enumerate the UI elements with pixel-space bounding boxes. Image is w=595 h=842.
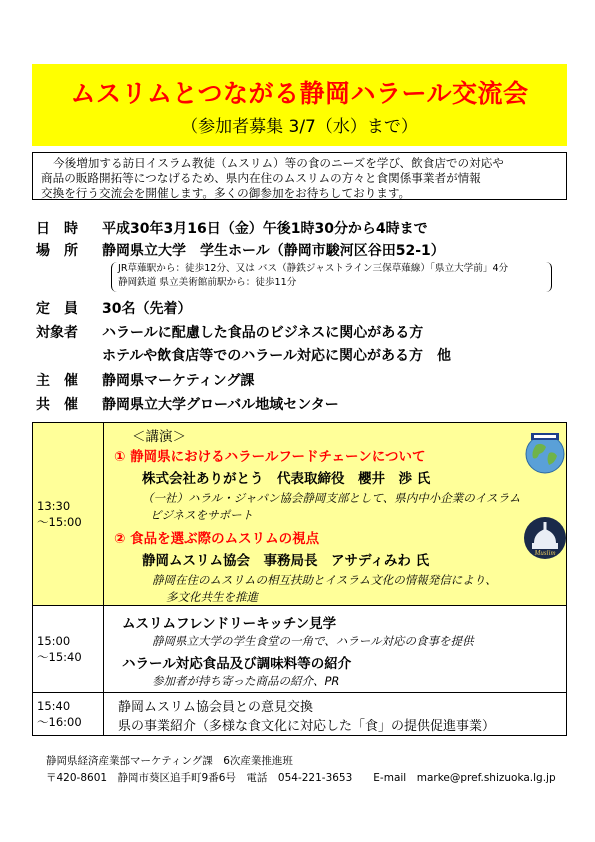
program-cell bbox=[104, 606, 567, 693]
talk2-note: 静岡在住のムスリムの相互扶助とイスラム文化の情報発信により、 bbox=[152, 573, 497, 587]
target-label: 対象者 bbox=[36, 325, 78, 341]
talk1-speaker: 株式会社ありがとう 代表取締役 櫻井 渉 氏 bbox=[142, 471, 431, 487]
capacity-value: 30名（先着） bbox=[102, 301, 192, 317]
access-line: JR草薙駅から：徒歩12分、又は バス（静鉄ジャストライン三保草薙線）「県立大学前」4分 bbox=[118, 263, 509, 274]
program-cell bbox=[104, 423, 567, 606]
time-end: ～16:00 bbox=[37, 715, 82, 729]
kitchen-tour-note: 静岡県立大学の学生食堂の一角で、ハラール対応の食事を提供 bbox=[152, 634, 474, 648]
datetime-label: 日 時 bbox=[36, 221, 78, 237]
time-start: 15:00 bbox=[37, 634, 71, 648]
talk1-title: ① 静岡県におけるハラールフードチェーンについて bbox=[114, 449, 426, 465]
time-cell bbox=[33, 423, 104, 606]
title-banner bbox=[32, 64, 567, 146]
kitchen-tour-item: ムスリムフレンドリーキッチン見学 bbox=[122, 616, 337, 632]
contact-department: 静岡県経済産業部マーケティング課 6次産業推進班 bbox=[46, 755, 293, 767]
page-subtitle: （参加者募集 3/7（水）まで） bbox=[181, 117, 418, 137]
place-value: 静岡県立大学 学生ホール（静岡市駿河区谷田52-1） bbox=[102, 243, 445, 259]
time-end: ～15:00 bbox=[37, 515, 82, 529]
schedule-row bbox=[33, 693, 567, 736]
target-value-1: ハラールに配慮した食品のビジネスに関心がある方 bbox=[102, 325, 424, 341]
coorganizer-label: 共 催 bbox=[36, 397, 78, 413]
time-cell bbox=[33, 693, 104, 736]
talk1-note: ビジネスをサポート bbox=[150, 508, 254, 522]
logo-text: Muslim bbox=[534, 549, 556, 557]
program-intro-item: 県の事業紹介（多様な食文化に対応した「食」の提供促進事業） bbox=[118, 719, 496, 734]
place-label: 場 所 bbox=[36, 243, 78, 259]
time-start: 13:30 bbox=[37, 499, 71, 513]
intro-line: 商品の販路開拓等につなげるため、県内在住のムスリムの方々と食関係事業者が情報 bbox=[41, 171, 481, 185]
schedule-row bbox=[33, 606, 567, 693]
muslim-association-logo-icon bbox=[522, 515, 568, 561]
halal-products-item: ハラール対応食品及び調味料等の紹介 bbox=[122, 656, 352, 672]
organizer-value: 静岡県マーケティング課 bbox=[102, 373, 255, 389]
page-title: ムスリムとつながる静岡ハラール交流会 bbox=[70, 79, 529, 108]
target-value-2: ホテルや飲食店等でのハラール対応に関心がある方 他 bbox=[102, 348, 452, 364]
talk2-title: ② 食品を選ぶ際のムスリムの視点 bbox=[114, 531, 320, 547]
time-end: ～15:40 bbox=[37, 650, 82, 664]
lecture-heading: ＜講演＞ bbox=[132, 429, 186, 445]
exchange-item: 静岡ムスリム協会員との意見交換 bbox=[118, 700, 314, 715]
coorganizer-value: 静岡県立大学グローバル地域センター bbox=[102, 397, 339, 413]
datetime-value: 平成30年3月16日（金）午後1時30分から4時まで bbox=[102, 221, 428, 237]
intro-line: 交換を行う交流会を開催します。多くの御参加をお待ちしております。 bbox=[41, 186, 411, 200]
talk1-note: （一社）ハラル・ジャパン協会静岡支部として、県内中小企業のイスラム bbox=[142, 491, 521, 505]
schedule-row bbox=[33, 423, 567, 606]
contact-address: 〒420-8601 静岡市葵区追手町9番6号 電話 054-221-3653 E-mail marke@pref.shizuoka.lg.jp bbox=[46, 772, 556, 784]
time-start: 15:40 bbox=[37, 699, 71, 713]
intro-line: 今後増加する訪日イスラム教徒（ムスリム）等の食のニーズを学び、飲食店での対応や bbox=[53, 156, 504, 170]
talk2-speaker: 静岡ムスリム協会 事務局長 アサディみわ 氏 bbox=[142, 553, 430, 569]
access-info bbox=[111, 262, 552, 292]
talk2-note: 多文化共生を推進 bbox=[166, 590, 258, 604]
organizer-label: 主 催 bbox=[36, 373, 78, 389]
schedule-table bbox=[32, 422, 567, 736]
intro-box bbox=[32, 152, 567, 200]
time-cell bbox=[33, 606, 104, 693]
globe-logo-icon bbox=[522, 429, 568, 475]
access-line: 静岡鉄道 県立美術館前駅から：徒歩11分 bbox=[118, 277, 297, 288]
capacity-label: 定 員 bbox=[36, 301, 78, 317]
halal-products-note: 参加者が持ち寄った商品の紹介、PR bbox=[152, 674, 340, 688]
program-cell bbox=[104, 693, 567, 736]
